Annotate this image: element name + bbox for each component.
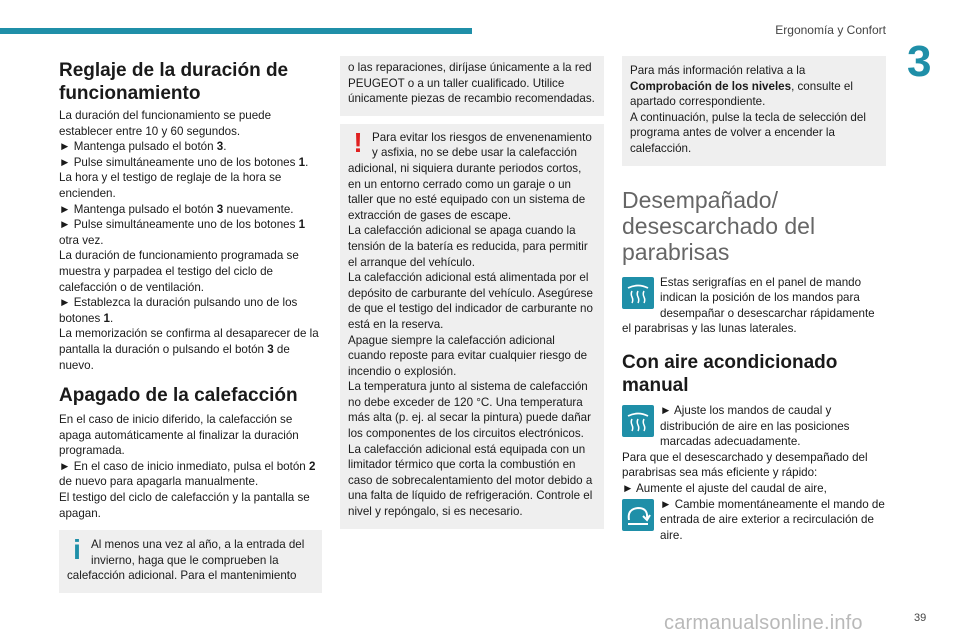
paragraph: La duración de funcionamiento programada se muestra y parpadea el testigo del ciclo de calefacción o de ventilación. [59, 249, 299, 294]
air-recirculation-icon [622, 499, 654, 531]
warning-text: Apague siempre la calefacción adicional cuando reposte para evitar cualquier riesgo de incendio o explosión. [348, 333, 588, 378]
manual-ac-steps [622, 403, 886, 543]
heading-heating-off: Apagado de la calefacción [59, 385, 298, 407]
column-1 [59, 56, 322, 593]
step: ► Establezca la duración pulsando uno de los botones 1. [59, 296, 298, 325]
step: ► Mantenga pulsado el botón 3. [59, 140, 227, 154]
info-text: Al menos una vez al año, a la entrada del invierno, haga que le comprueben la calefacción adicional. Para el mantenimiento [67, 538, 305, 583]
note-box: Para más información relativa a la Comprobación de los niveles, consulte el apartado correspondiente. A continuación, pulse la tecla de selección del programa antes de volver a encender la calefacción. [622, 56, 886, 166]
step: ► Ajuste los mandos de caudal y distribución de aire en las posiciones marcadas adecuadamente. [660, 403, 850, 449]
top-accent-bar [0, 28, 472, 34]
warning-box [340, 124, 604, 529]
step: ► En el caso de inicio inmediato, pulsa el botón 2 de nuevo para apagarla manualmente. [59, 459, 316, 489]
step: ► Mantenga pulsado el botón 3 nuevamente. [59, 202, 294, 216]
paragraph: El testigo del ciclo de calefacción y la pantalla se apagan. [59, 491, 310, 520]
step: ► Cambie momentáneamente el mando de entrada de aire exterior a recirculación de aire. [660, 497, 885, 542]
page-number: 39 [914, 612, 927, 624]
paragraph: La duración del funcionamiento se puede establecer entre 10 y 60 segundos. [59, 109, 272, 138]
info-icon: i [73, 534, 81, 566]
info-box-continued: o las reparaciones, diríjase únicamente a la red PEUGEOT o a un taller cualificado. Utilice únicamente piezas de recambio recomendadas. [340, 56, 604, 116]
paragraph: En el caso de inicio diferido, la calefacción se apaga automáticamente al finalizar la duración programada. [59, 413, 299, 458]
defrost-description: Estas serigrafías en el panel de mando indican la posición de los mandos para desempañar o desescarchar rápidamente el parabrisas y las lunas laterales. [622, 275, 875, 336]
header-title: Ergonomía y Confort [775, 23, 886, 37]
heading-manual-ac: Con aire acondicionado manual [622, 351, 838, 396]
link-fluid-levels: Comprobación de los niveles [630, 79, 792, 93]
column-2 [340, 56, 604, 529]
windshield-defrost-icon [622, 405, 654, 437]
warning-text: La temperatura junto al sistema de calefacción no debe exceder de 120 °C. Una temperatura más alta (p. ej. al secar la pintura) puede dañar los componentes de los circuitos electrónicos. [348, 380, 591, 441]
column-3 [622, 56, 886, 543]
heading-duration: Reglaje de la duración de funcionamiento [59, 60, 289, 104]
paragraph: La hora y el testigo de reglaje de la hora se encienden. [59, 171, 282, 200]
step: ► Aumente el ajuste del caudal de aire, [622, 481, 827, 495]
windshield-defrost-icon [622, 277, 654, 309]
chapter-number: 3 [907, 37, 932, 86]
heading-defrost: Desempañado/ desescarchado del parabrisas [622, 186, 816, 265]
paragraph: Para que el desescarchado y desempañado del parabrisas sea más eficiente y rápido: [622, 450, 868, 480]
warning-text: Para evitar los riesgos de envenenamiento y asfixia, no se debe usar la calefacción adicional, ni siquiera durante periodos cortos, en un entorno cerrado como un garaje o un taller que no esté equipado con un sistema de extracción de gases de escape. [348, 130, 592, 222]
info-box [59, 530, 322, 593]
warning-text: La calefacción adicional se apaga cuando la tensión de la batería es reducida, para permitir el arranque del vehículo. [348, 224, 588, 269]
step: ► Pulse simultáneamente uno de los botones 1. [59, 155, 309, 169]
paragraph: La memorización se confirma al desaparecer de la pantalla la duración o pulsando el botón 3 de nuevo. [59, 327, 319, 372]
warning-text: La calefacción adicional está equipada con un limitador térmico que corta la combustión en caso de sobrecalentamiento del motor debido a una falta de líquido de refrigeración. Controle el nivel y repóngalo, si es necesario. [348, 442, 593, 519]
watermark: carmanualsonline.info [664, 612, 863, 634]
warning-icon: ! [353, 126, 363, 158]
warning-text: La calefacción adicional está alimentada por el depósito de carburante del vehículo. Asegúrese de que el testigo del indicador de carburante no está en la reserva. [348, 271, 593, 331]
step: ► Pulse simultáneamente uno de los botones 1 otra vez. [59, 218, 306, 247]
